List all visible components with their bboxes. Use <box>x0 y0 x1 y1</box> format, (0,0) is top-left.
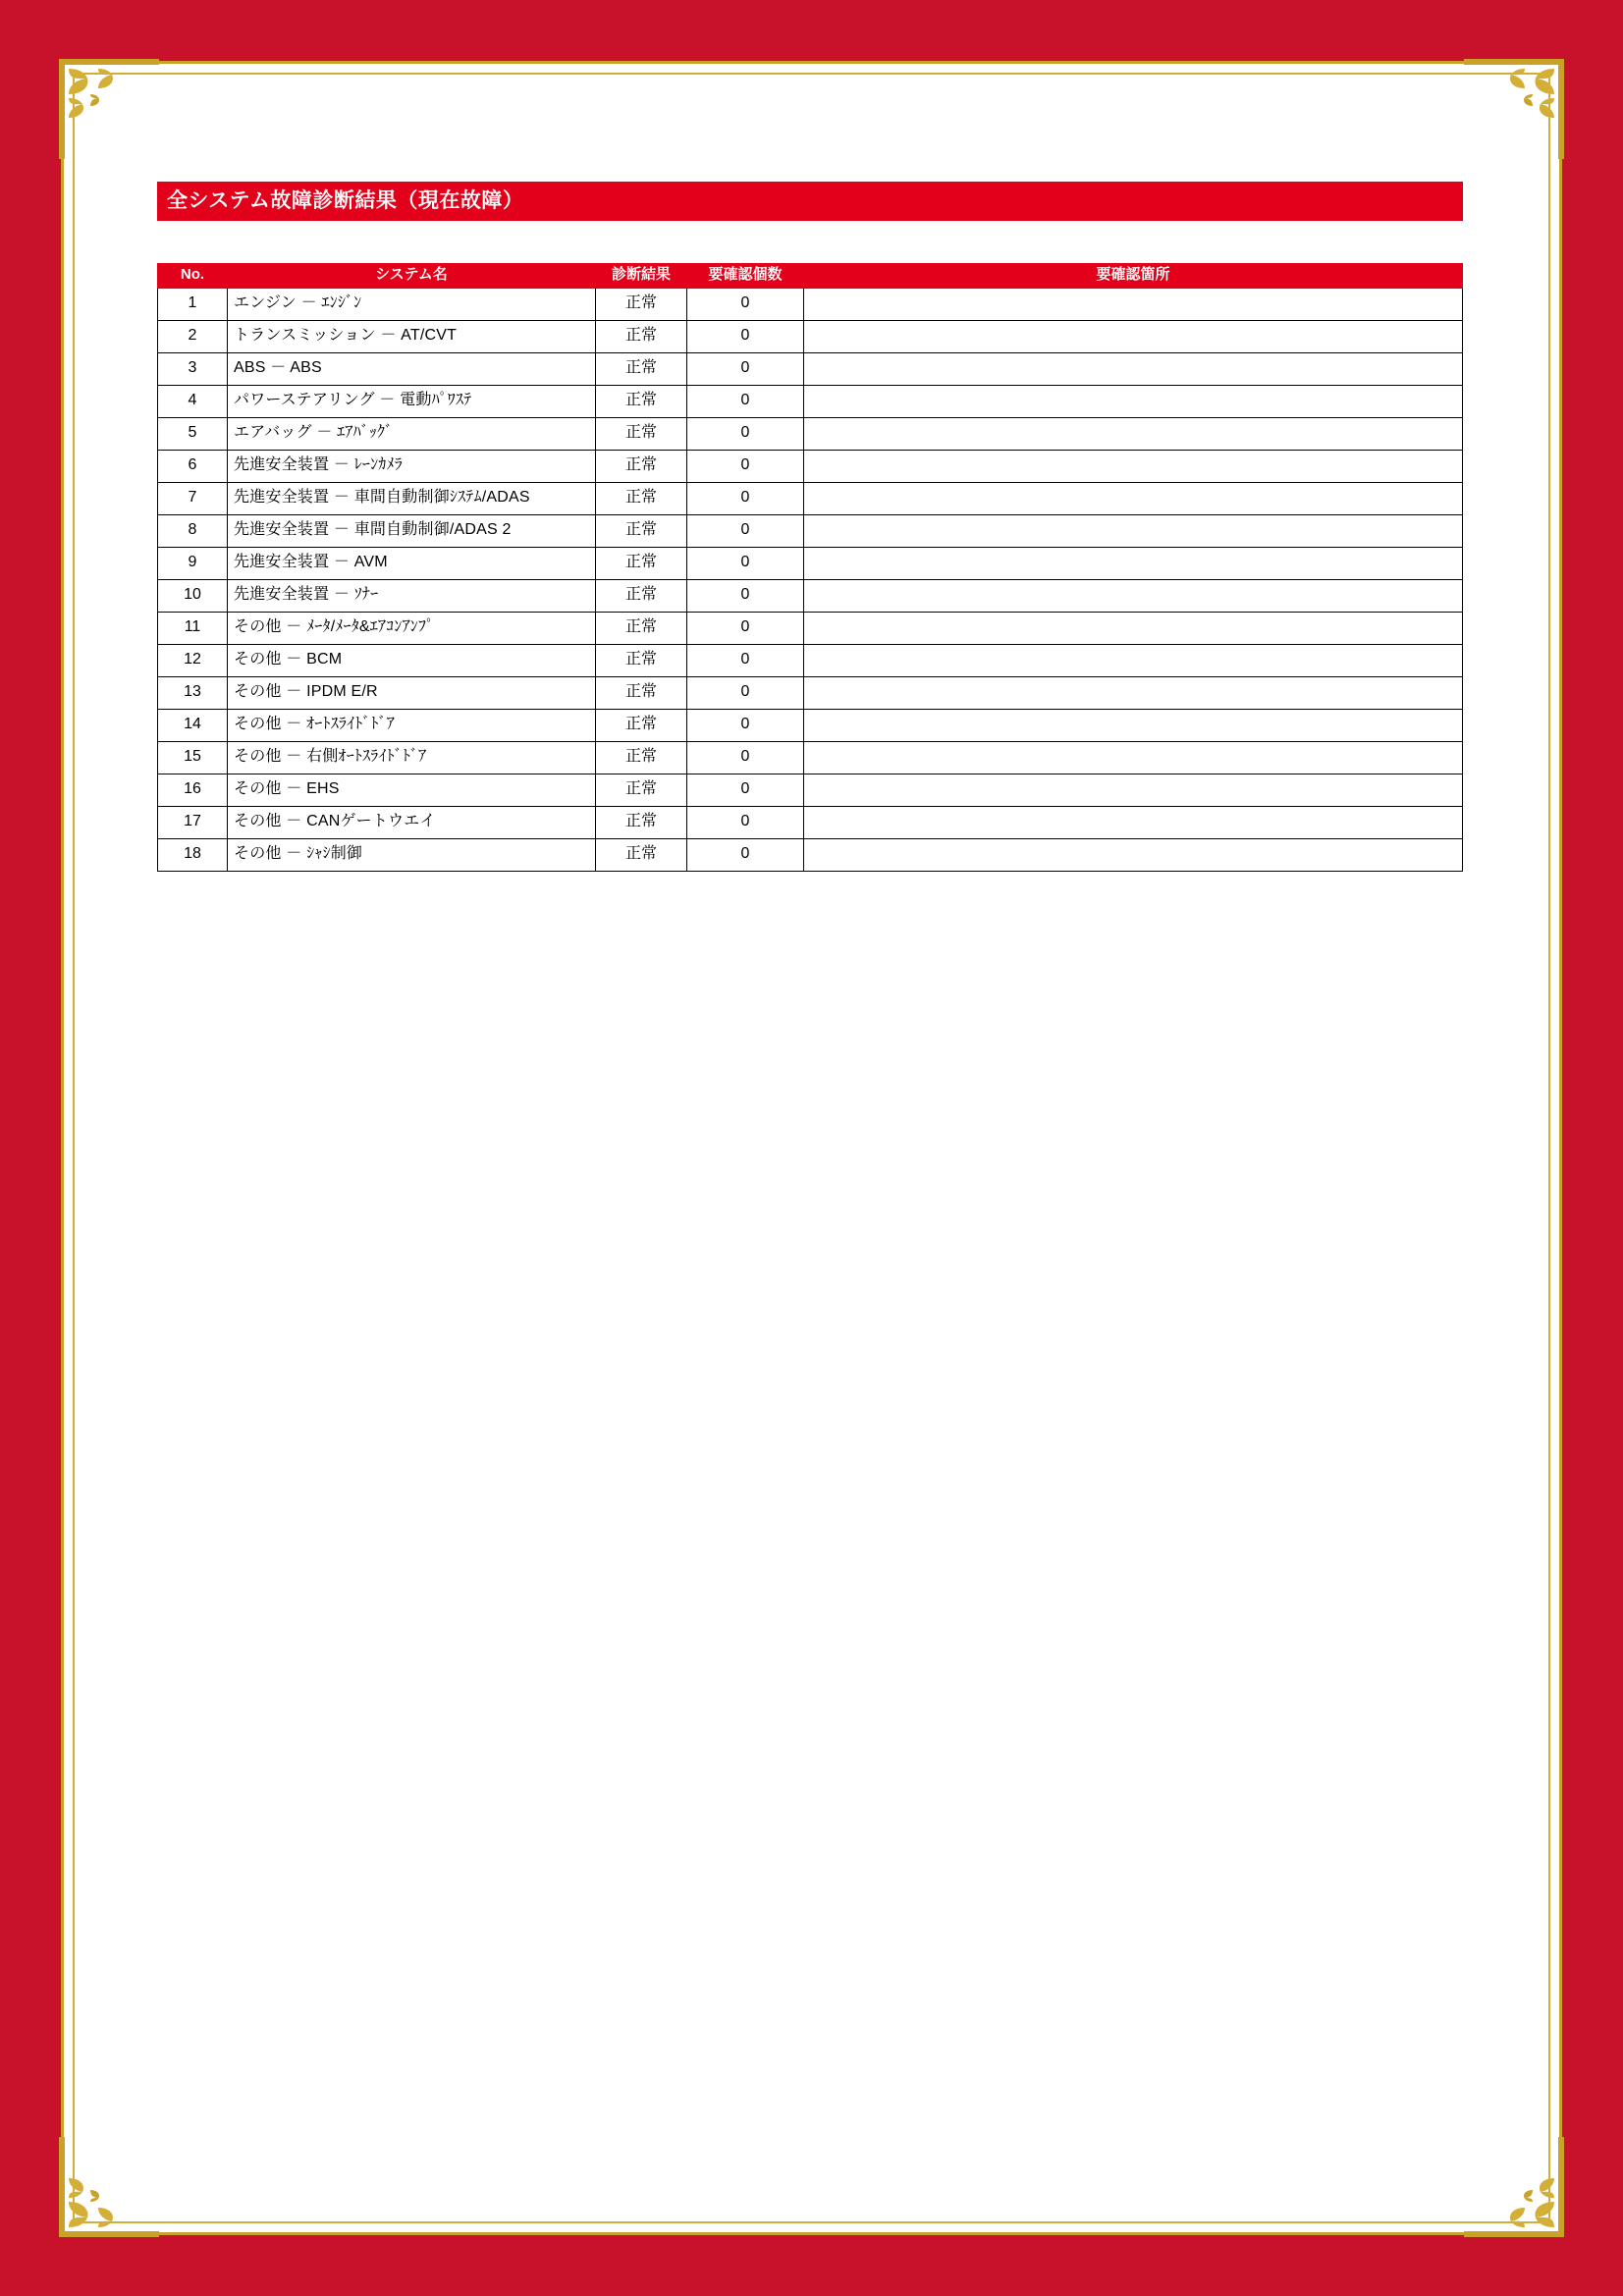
cell-no: 3 <box>158 352 228 385</box>
cell-no: 15 <box>158 741 228 774</box>
cell-no: 11 <box>158 612 228 644</box>
cell-location <box>804 644 1463 676</box>
cell-no: 17 <box>158 806 228 838</box>
cell-system: ABS － ABS <box>228 352 596 385</box>
cell-result: 正常 <box>596 741 687 774</box>
cell-no: 8 <box>158 514 228 547</box>
report-content <box>157 182 1463 872</box>
column-header-no: No. <box>158 264 228 289</box>
cell-location <box>804 547 1463 579</box>
cell-system: その他 － CANゲートウエイ <box>228 806 596 838</box>
column-header-result: 診断結果 <box>596 264 687 289</box>
cell-no: 16 <box>158 774 228 806</box>
cell-location <box>804 450 1463 482</box>
column-header-system: システム名 <box>228 264 596 289</box>
cell-count: 0 <box>687 676 804 709</box>
table-row <box>158 612 1463 644</box>
cell-no: 10 <box>158 579 228 612</box>
cell-count: 0 <box>687 774 804 806</box>
diagnostics-table <box>157 263 1463 872</box>
cell-location <box>804 385 1463 417</box>
cell-count: 0 <box>687 838 804 871</box>
table-row <box>158 709 1463 741</box>
cell-no: 2 <box>158 320 228 352</box>
cell-count: 0 <box>687 288 804 320</box>
cell-result: 正常 <box>596 417 687 450</box>
cell-system: 先進安全装置 － 車間自動制御/ADAS 2 <box>228 514 596 547</box>
cell-system: その他 － 右側ｵｰﾄｽﾗｲﾄﾞﾄﾞｱ <box>228 741 596 774</box>
table-row <box>158 417 1463 450</box>
cell-count: 0 <box>687 320 804 352</box>
table-row <box>158 482 1463 514</box>
table-row <box>158 806 1463 838</box>
cell-location <box>804 482 1463 514</box>
cell-count: 0 <box>687 547 804 579</box>
cell-system: 先進安全装置 － ﾚｰﾝｶﾒﾗ <box>228 450 596 482</box>
cell-system: 先進安全装置 － 車間自動制御ｼｽﾃﾑ/ADAS <box>228 482 596 514</box>
cell-system: その他 － IPDM E/R <box>228 676 596 709</box>
cell-no: 6 <box>158 450 228 482</box>
cell-system: トランスミッション － AT/CVT <box>228 320 596 352</box>
cell-system: パワーステアリング － 電動ﾊﾟﾜｽﾃ <box>228 385 596 417</box>
cell-location <box>804 579 1463 612</box>
cell-result: 正常 <box>596 676 687 709</box>
cell-location <box>804 838 1463 871</box>
table-row <box>158 320 1463 352</box>
cell-count: 0 <box>687 806 804 838</box>
cell-result: 正常 <box>596 385 687 417</box>
cell-result: 正常 <box>596 288 687 320</box>
table-row <box>158 676 1463 709</box>
cell-location <box>804 774 1463 806</box>
cell-system: 先進安全装置 － AVM <box>228 547 596 579</box>
cell-system: その他 － ﾒｰﾀ/ﾒｰﾀ&ｴｱｺﾝｱﾝﾌﾟ <box>228 612 596 644</box>
column-header-location: 要確認箇所 <box>804 264 1463 289</box>
cell-system: その他 － EHS <box>228 774 596 806</box>
cell-result: 正常 <box>596 644 687 676</box>
cell-count: 0 <box>687 612 804 644</box>
cell-system: エアバッグ － ｴｱﾊﾞｯｸﾞ <box>228 417 596 450</box>
cell-result: 正常 <box>596 352 687 385</box>
cell-count: 0 <box>687 579 804 612</box>
cell-count: 0 <box>687 450 804 482</box>
table-row <box>158 579 1463 612</box>
cell-count: 0 <box>687 741 804 774</box>
cell-location <box>804 612 1463 644</box>
cell-no: 7 <box>158 482 228 514</box>
table-row <box>158 385 1463 417</box>
cell-result: 正常 <box>596 320 687 352</box>
cell-no: 12 <box>158 644 228 676</box>
cell-location <box>804 709 1463 741</box>
cell-result: 正常 <box>596 579 687 612</box>
table-row <box>158 741 1463 774</box>
table-body <box>158 288 1463 871</box>
cell-result: 正常 <box>596 774 687 806</box>
cell-result: 正常 <box>596 806 687 838</box>
cell-result: 正常 <box>596 612 687 644</box>
cell-result: 正常 <box>596 482 687 514</box>
column-header-count: 要確認個数 <box>687 264 804 289</box>
cell-no: 1 <box>158 288 228 320</box>
cell-location <box>804 514 1463 547</box>
cell-result: 正常 <box>596 547 687 579</box>
cell-result: 正常 <box>596 514 687 547</box>
table-row <box>158 774 1463 806</box>
cell-no: 18 <box>158 838 228 871</box>
cell-system: その他 － ｼｬｼ制御 <box>228 838 596 871</box>
cell-system: エンジン － ｴﾝｼﾞﾝ <box>228 288 596 320</box>
table-row <box>158 838 1463 871</box>
cell-system: その他 － BCM <box>228 644 596 676</box>
cell-location <box>804 741 1463 774</box>
cell-count: 0 <box>687 482 804 514</box>
cell-location <box>804 352 1463 385</box>
cell-count: 0 <box>687 417 804 450</box>
table-row <box>158 514 1463 547</box>
cell-result: 正常 <box>596 709 687 741</box>
table-row <box>158 450 1463 482</box>
cell-count: 0 <box>687 352 804 385</box>
cell-result: 正常 <box>596 838 687 871</box>
cell-system: その他 － ｵｰﾄｽﾗｲﾄﾞﾄﾞｱ <box>228 709 596 741</box>
cell-count: 0 <box>687 644 804 676</box>
cell-no: 13 <box>158 676 228 709</box>
table-row <box>158 644 1463 676</box>
cell-location <box>804 806 1463 838</box>
cell-count: 0 <box>687 709 804 741</box>
cell-result: 正常 <box>596 450 687 482</box>
table-row <box>158 288 1463 320</box>
cell-count: 0 <box>687 514 804 547</box>
cell-count: 0 <box>687 385 804 417</box>
table-row <box>158 352 1463 385</box>
page-title: 全システム故障診断結果（現在故障） <box>157 182 1463 221</box>
table-row <box>158 547 1463 579</box>
table-header-row <box>158 264 1463 289</box>
cell-no: 4 <box>158 385 228 417</box>
cell-location <box>804 320 1463 352</box>
cell-location <box>804 288 1463 320</box>
cell-no: 14 <box>158 709 228 741</box>
cell-no: 5 <box>158 417 228 450</box>
cell-location <box>804 676 1463 709</box>
cell-no: 9 <box>158 547 228 579</box>
cell-system: 先進安全装置 － ｿﾅｰ <box>228 579 596 612</box>
cell-location <box>804 417 1463 450</box>
